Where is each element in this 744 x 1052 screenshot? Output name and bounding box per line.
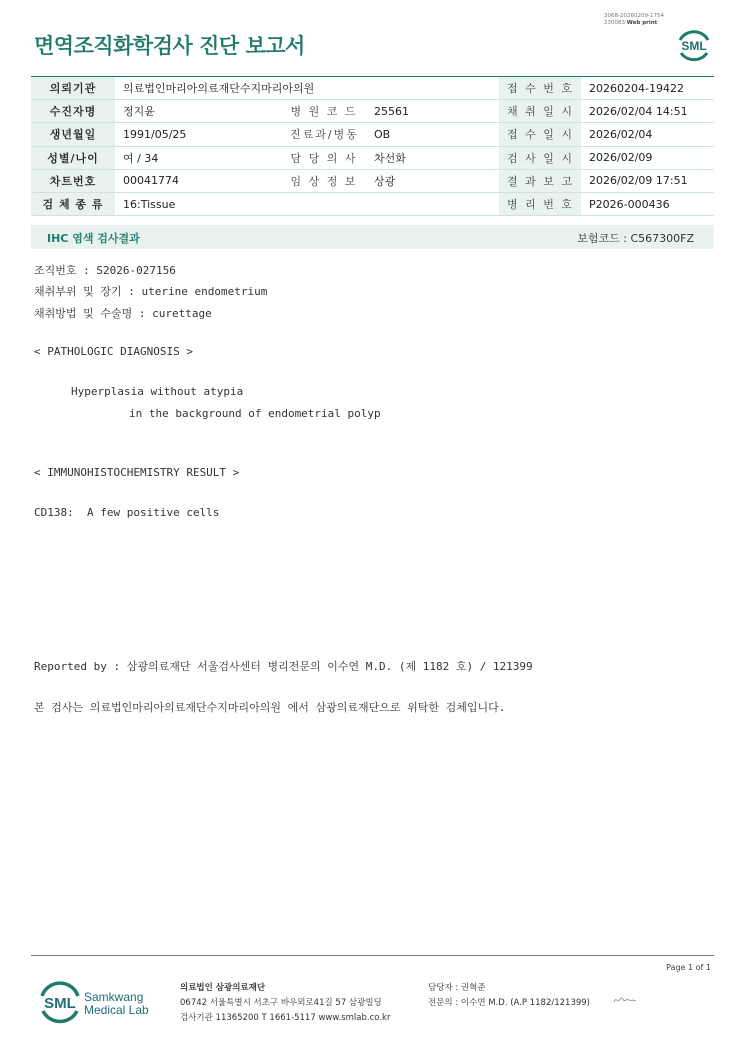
- diagnosis-header: < PATHOLOGIC DIAGNOSIS >: [34, 345, 193, 358]
- sml-footer-logo-icon: [36, 978, 84, 1026]
- referral-note: 본 검사는 의료법인마리아의료재단수지마리아의원 에서 삼광의료재단으로 위탁한 검체입니다.: [34, 701, 506, 714]
- table-row: [31, 146, 714, 169]
- value-receipt-date: 2026/02/04: [581, 123, 714, 146]
- label-birth-date: 생년월일: [31, 123, 115, 146]
- value-birth-date: 1991/05/25: [115, 123, 282, 146]
- label-receipt-no: 접 수 번 호: [499, 77, 581, 100]
- label-receipt-date: 접 수 일 시: [499, 123, 581, 146]
- staff-name: 담당자 : 권혁준: [428, 983, 486, 993]
- label-patient-name: 수진자명: [31, 100, 115, 123]
- diagnosis-line-1: Hyperplasia without atypia: [71, 385, 244, 398]
- value-result-report: 2026/02/09 17:51: [581, 169, 714, 192]
- sml-logo-icon: [674, 25, 714, 65]
- value-specimen-type: 16:Tissue: [115, 192, 499, 215]
- value-requester: 의료법인마리아의료재단수지마리아의원: [115, 77, 499, 100]
- ihc-header: < IMMUNOHISTOCHEMISTRY RESULT >: [34, 466, 240, 479]
- label-hospital-code: 병 원 코 드: [282, 100, 366, 123]
- value-sex-age: 여 / 34: [115, 146, 282, 169]
- value-clinical-info: 상광: [366, 169, 499, 192]
- label-chart-no: 차트번호: [31, 169, 115, 192]
- label-department: 진료과/병동: [282, 123, 366, 146]
- table-row: [31, 123, 714, 146]
- label-pathology-no: 병 리 번 호: [499, 192, 581, 215]
- value-hospital-code: 25561: [366, 100, 499, 123]
- value-receipt-no: 20260204-19422: [581, 77, 714, 100]
- section-header: [31, 225, 714, 249]
- value-doctor: 차선화: [366, 146, 499, 169]
- insurance-code: 보험코드 : C567300FZ: [577, 232, 694, 245]
- value-collection-time: 2026/02/04 14:51: [581, 100, 714, 123]
- label-test-date: 검 사 일 시: [499, 146, 581, 169]
- ihc-result: CD138: A few positive cells: [34, 506, 220, 519]
- value-test-date: 2026/02/09: [581, 146, 714, 169]
- table-row: [31, 100, 714, 123]
- value-pathology-no: P2026-000436: [581, 192, 714, 215]
- label-requester: 의뢰기관: [31, 77, 115, 100]
- label-result-report: 결 과 보 고: [499, 169, 581, 192]
- label-clinical-info: 임 상 정 보: [282, 169, 366, 192]
- label-specimen-type: 검 체 종 류: [31, 192, 115, 215]
- brand-name: Samkwang Medical Lab: [84, 990, 149, 1017]
- patient-info-table: [31, 76, 714, 216]
- value-patient-name: 정지윤: [115, 100, 282, 123]
- org-name: 의료법인 삼광의료재단: [180, 983, 266, 993]
- section-title: IHC 염색 검사결과: [47, 232, 140, 245]
- org-contact: 검사기관 11365200 T 1661-5117 www.smlab.co.kr: [180, 1013, 391, 1023]
- collection-method: 채취방법 및 수술명 : curettage: [34, 307, 212, 320]
- page-number: Page 1 of 1: [666, 963, 711, 972]
- logo-text: SML: [681, 39, 707, 53]
- value-department: OB: [366, 123, 499, 146]
- value-chart-no: 00041774: [115, 169, 282, 192]
- reported-by: Reported by : 삼광의료재단 서울검사센터 병리전문의 이수연 M.D. (제 1182 호) / 121399: [34, 660, 533, 673]
- label-collection-time: 채 취 일 시: [499, 100, 581, 123]
- table-row: [31, 169, 714, 192]
- page-title: 면역조직화학검사 진단 보고서: [34, 34, 305, 58]
- signature-icon: [612, 994, 638, 1006]
- org-address: 06742 서울특별시 서초구 바우뫼로41길 57 삼광빌딩: [180, 998, 382, 1008]
- diagnosis-line-2: in the background of endometrial polyp: [129, 407, 381, 420]
- label-sex-age: 성별/나이: [31, 146, 115, 169]
- specialist-name: 전문의 : 이수연 M.D. (A.P 1182/121399): [428, 998, 590, 1008]
- label-doctor: 담 당 의 사: [282, 146, 366, 169]
- footer-logo-text: SML: [44, 995, 76, 1012]
- tissue-number: 조직번호 : S2026-027156: [34, 264, 176, 277]
- footer-divider: [31, 955, 714, 956]
- table-row: [31, 192, 714, 215]
- table-row: [31, 77, 714, 100]
- document-id: 3068-20260209-1754 230083 Web print: [604, 13, 664, 26]
- collection-site: 채취부위 및 장기 : uterine endometrium: [34, 285, 268, 298]
